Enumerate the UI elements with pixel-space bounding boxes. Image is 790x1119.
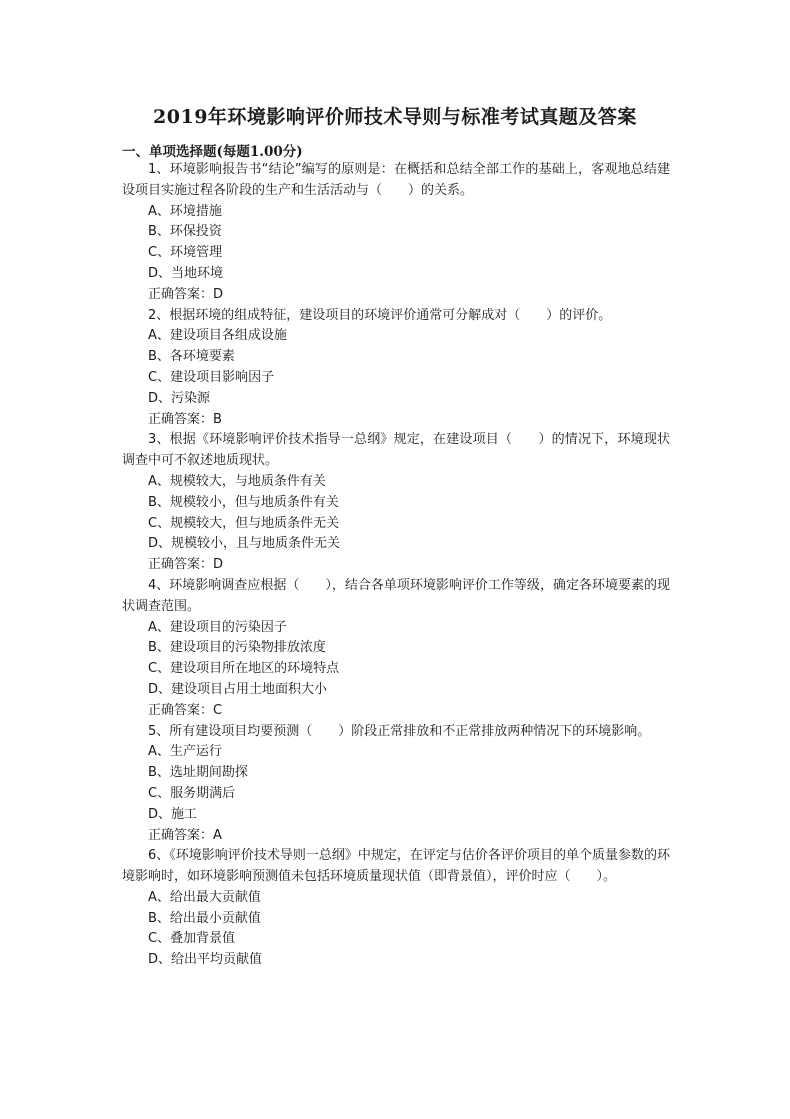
question-6 [122, 846, 670, 971]
option-c: C、叠加背景值 [148, 931, 236, 947]
option-c: C、环境管理 [148, 245, 223, 261]
question-1 [122, 160, 670, 306]
question-stem: 4、环境影响调查应根据（ ），结合各单项环境影响评价工作等级，确定各环境要素的现状调查范围。 [122, 577, 670, 614]
option-d: D、污染源 [148, 390, 211, 406]
option-a: A、生产运行 [148, 744, 222, 760]
question-3 [122, 430, 670, 576]
question-stem: 1、环境影响报告书“结论”编写的原则是：在概括和总结全部工作的基础上，客观地总结建设项目实施过程各阶段的生产和生活活动与（ ）的关系。 [122, 162, 670, 198]
option-b: B、各环境要素 [148, 349, 235, 365]
document-title: 2019年环境影响评价师技术导则与标准考试真题及答案 [153, 106, 637, 128]
question-4 [122, 576, 670, 722]
option-c: C、建设项目所在地区的环境特点 [148, 661, 340, 677]
option-c: C、规模较大，但与地质条件无关 [148, 515, 340, 531]
question-2 [122, 306, 670, 431]
correct-answer: 正确答案：A [148, 827, 222, 843]
question-5 [122, 722, 670, 847]
option-b: B、环保投资 [148, 224, 222, 240]
option-b: B、规模较小，但与地质条件有关 [148, 494, 339, 510]
option-a: A、建设项目各组成设施 [148, 328, 287, 344]
option-d: D、施工 [148, 806, 198, 822]
option-d: D、建设项目占用土地面积大小 [148, 681, 328, 697]
option-a: A、规模较大，与地质条件有关 [148, 473, 326, 489]
question-stem: 3、根据《环境影响评价技术指导一总纲》规定，在建设项目（ ）的情况下，环境现状调查中可不叙述地质现状。 [122, 432, 670, 469]
correct-answer: 正确答案：D [148, 557, 224, 573]
correct-answer: 正确答案：B [148, 411, 222, 427]
question-list [122, 160, 670, 971]
question-stem: 2、根据环境的组成特征，建设项目的环境评价通常可分解成对（ ）的评价。 [148, 307, 612, 323]
question-stem: 6、《环境影响评价技术导则一总纲》中规定，在评定与估价各评价项目的单个质量参数的环境影响时，如环境影响预测值未包括环境质量现状值（即背景值），评价时应（ ）。 [122, 848, 670, 885]
question-stem: 5、所有建设项目均要预测（ ）阶段正常排放和不正常排放两种情况下的环境影响。 [148, 723, 651, 739]
option-a: A、建设项目的污染因子 [148, 619, 287, 635]
correct-answer: 正确答案：C [148, 702, 223, 718]
correct-answer: 正确答案：D [148, 286, 224, 302]
option-d: D、规模较小，且与地质条件无关 [148, 536, 341, 552]
section-heading: 一、单项选择题(每题1.00分) [122, 144, 303, 160]
option-b: B、选址期间勘探 [148, 765, 248, 781]
option-b: B、给出最小贡献值 [148, 910, 261, 926]
option-c: C、服务期满后 [148, 785, 236, 801]
option-c: C、建设项目影响因子 [148, 369, 275, 385]
option-d: D、给出平均贡献值 [148, 952, 263, 968]
option-b: B、建设项目的污染物排放浓度 [148, 640, 326, 656]
option-d: D、当地环境 [148, 265, 224, 281]
option-a: A、环境措施 [148, 203, 222, 219]
option-a: A、给出最大贡献值 [148, 889, 261, 905]
